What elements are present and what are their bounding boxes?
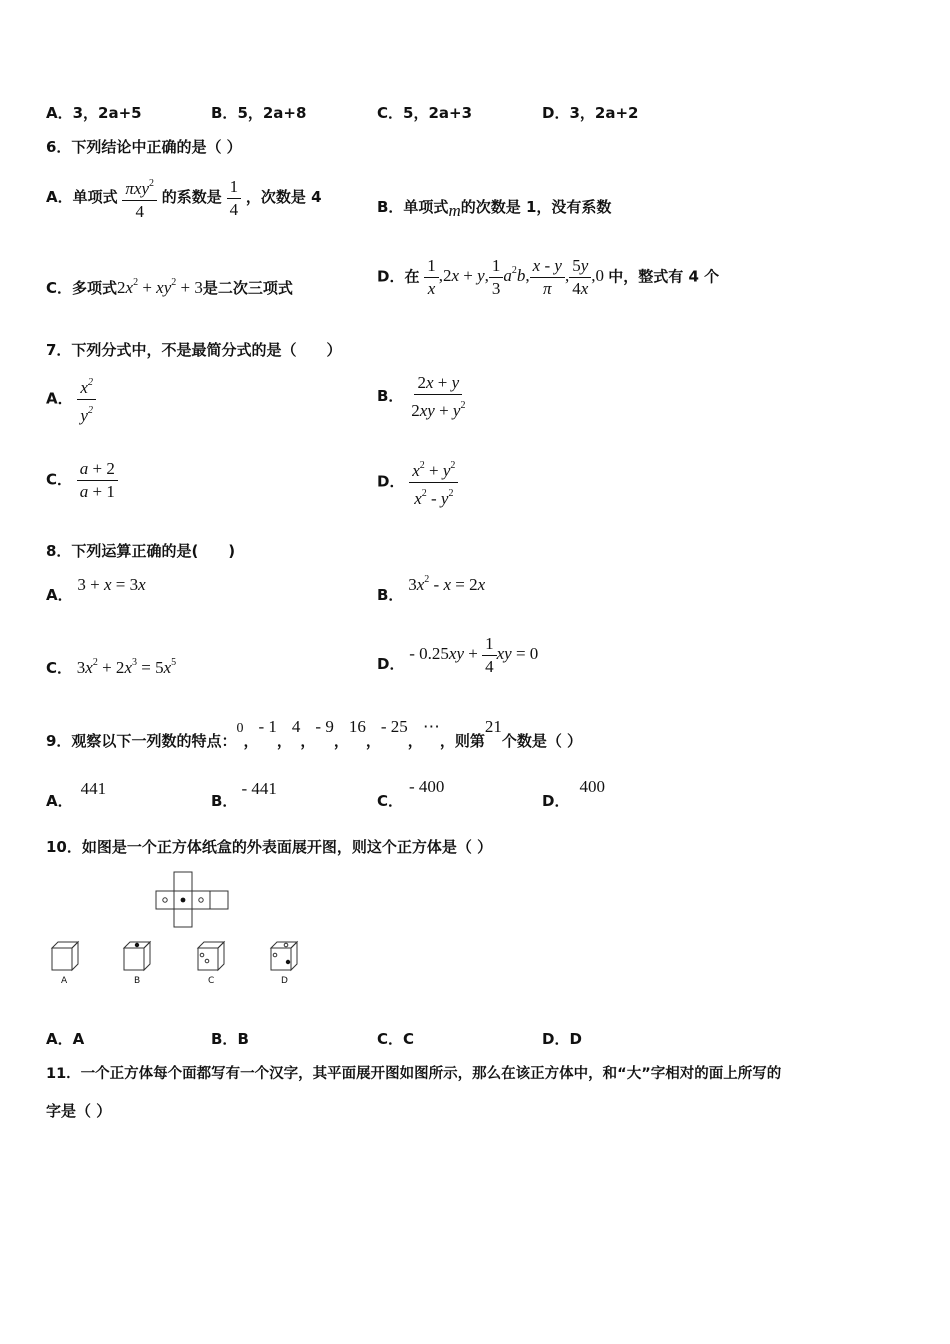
- q10-stem: 10．如图是一个正方体纸盒的外表面展开图，则这个正方体是（ ）: [46, 838, 493, 856]
- q6-a-coefficient: $\frac{1}{4}$: [227, 177, 242, 220]
- q7-option-d: D． $\frac{x^2 + y^2}{x^2 - y^2}$: [377, 456, 458, 509]
- q6-option-d: D．在 $\frac{1}{x}$ ,2x + y, $\frac{1}{3}$ $a^2b$, $\frac{x - y}{\pi}$ , $\frac{5y}{4x}$ ,0 中，整式有 4 个: [377, 256, 720, 298]
- q7-stem: 7．下列分式中，不是最简分式的是（ ）: [46, 341, 342, 359]
- q6-a-monomial: $\frac{\pi xy^2}{4}$: [122, 174, 157, 222]
- cube-label-d: D: [281, 976, 288, 986]
- q8-option-c: C． $3x^2 + 2x^3 = 5x^5$: [46, 657, 177, 677]
- cube-b-dot: [135, 943, 139, 947]
- q8-option-a: A． 3 + x = 3x: [46, 575, 146, 604]
- q5-option-d: D．3，2a+2: [542, 104, 639, 122]
- cube-a: [52, 942, 78, 970]
- q7-option-b: B． $\frac{2x + y}{2xy + y^2}$: [377, 373, 466, 420]
- q9-option-d: D．400: [542, 777, 605, 810]
- q6-option-c: C．多项式$2x^2 + xy^2 + 3$是二次三项式: [46, 277, 293, 297]
- cube-d: [271, 942, 297, 970]
- q6-stem: 6．下列结论中正确的是（ ）: [46, 138, 242, 156]
- q10-option-a: A．A: [46, 1030, 85, 1048]
- cube-label-a: A: [61, 976, 68, 986]
- q5-option-b: B．5，2a+8: [211, 104, 307, 122]
- cube-label-c: C: [208, 976, 215, 986]
- q7-option-c: C． $\frac{a + 2}{a + 1}$: [46, 459, 118, 502]
- q9-option-b: B．- 441: [211, 779, 277, 810]
- q8-option-d: D． - 0.25xy + $\frac{1}{4}$ xy = 0: [377, 634, 539, 676]
- cube-c: [198, 942, 224, 970]
- cube-choices-figure: [46, 938, 306, 990]
- q6-c-polynomial: $2x^2 + xy^2 + 3$: [117, 277, 203, 297]
- q8-option-b: B． $3x^2 - x = 2x$: [377, 574, 486, 604]
- q7-option-a: A． $\frac{x^2}{y^2}$: [46, 373, 96, 426]
- q5-option-c: C．5，2a+3: [377, 104, 473, 122]
- cube-label-b: B: [134, 976, 141, 986]
- q6-option-b: B．单项式m的次数是 1，没有系数: [377, 198, 612, 220]
- q6-d-expressions: $\frac{1}{x}$ ,2x + y, $\frac{1}{3}$ $a^2b$, $\frac{x - y}{\pi}$ , $\frac{5y}{4x}$ ,0: [424, 266, 608, 285]
- q8-stem: 8．下列运算正确的是( ): [46, 542, 236, 560]
- q6-option-a: A．单项式 $\frac{\pi xy^2}{4}$ 的系数是 $\frac{1}{4}$ ，次数是 4: [46, 174, 322, 222]
- q9-option-a: A．441: [46, 779, 107, 810]
- q5-option-a: A．3，2a+5: [46, 104, 142, 122]
- q10-option-d: D．D: [542, 1030, 582, 1048]
- q9-option-c: C．- 400: [377, 777, 445, 810]
- q10-option-c: C．C: [377, 1030, 415, 1048]
- q9-stem: 9．观察以下一列数的特点：0，- 1，4，- 9，16，- 25，⋯，则第21个数是（ ）: [46, 717, 583, 750]
- cube-net-figure: [150, 868, 235, 932]
- q11-stem-line2: 字是（ ）: [46, 1102, 112, 1120]
- q10-option-b: B．B: [211, 1030, 249, 1048]
- q11-stem-line1: 11．一个正方体每个面都写有一个汉字，其平面展开图如图所示，那么在该正方体中，和“大”字相对的面上所写的: [46, 1066, 782, 1082]
